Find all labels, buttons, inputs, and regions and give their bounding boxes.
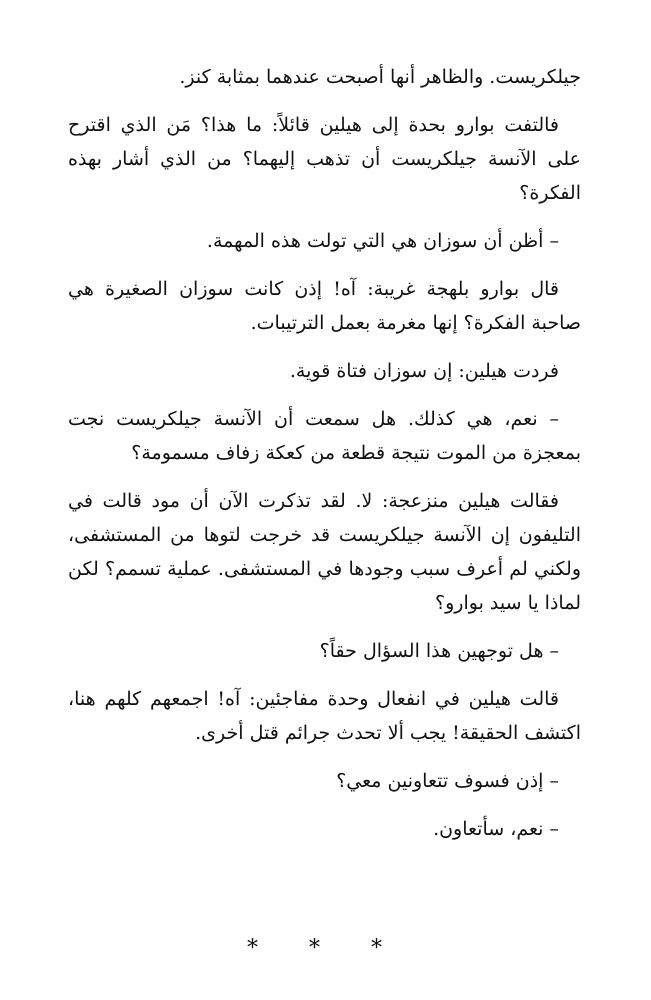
paragraph-6: قالت هيلين في انفعال وحدة مفاجئين: آه! اجمعهم كلهم هنا، اكتشف الحقيقة! يجب ألا تحدث جرائم قتل أخرى.	[68, 688, 581, 744]
paragraph-1: جيلكريست. والظاهر أنها أصبحت عندهما بمثابة كنز.	[179, 66, 581, 88]
paragraph-5: فقالت هيلين منزعجة: لا. لقد تذكرت الآن أن مود قالت في التليفون إن الآنسة جيلكريست قد خرجت لتوها من المستشفى، ولكني لم أعرف سبب وجودها في المستشفى. عملية تسمم؟ لكن لماذا يا سيد بوارو؟	[68, 490, 581, 614]
paragraph-4: فردت هيلين: إن سوزان فتاة قوية.	[289, 360, 559, 382]
dialogue-line-2: – نعم، هي كذلك. هل سمعت أن الآنسة جيلكريست نجت بمعجزة من الموت نتيجة قطعة من كعكة زفاف مسمومة؟	[68, 408, 581, 464]
dialogue-line-5: – نعم، سأتعاون.	[433, 818, 559, 840]
dialogue-line-3: – هل توجهين هذا السؤال حقاً؟	[319, 640, 559, 662]
dialogue-line-1: – أظن أن سوزان هي التي تولت هذه المهمة.	[206, 230, 559, 252]
section-break-stars: * * *	[247, 936, 404, 961]
dialogue-line-4: – إذن فسوف تتعاونين معي؟	[336, 770, 559, 792]
page-body	[68, 60, 581, 860]
paragraph-3: قال بوارو بلهجة غريبة: آه! إذن كانت سوزان الصغيرة هي صاحبة الفكرة؟ إنها مغرمة بعمل الترتيبات.	[68, 278, 581, 334]
paragraph-2: فالتفت بوارو بحدة إلى هيلين قائلاً: ما هذا؟ مَن الذي اقترح على الآنسة جيلكريست أن تذهب إليهما؟ من الذي أشار بهذه الفكرة؟	[68, 114, 581, 204]
